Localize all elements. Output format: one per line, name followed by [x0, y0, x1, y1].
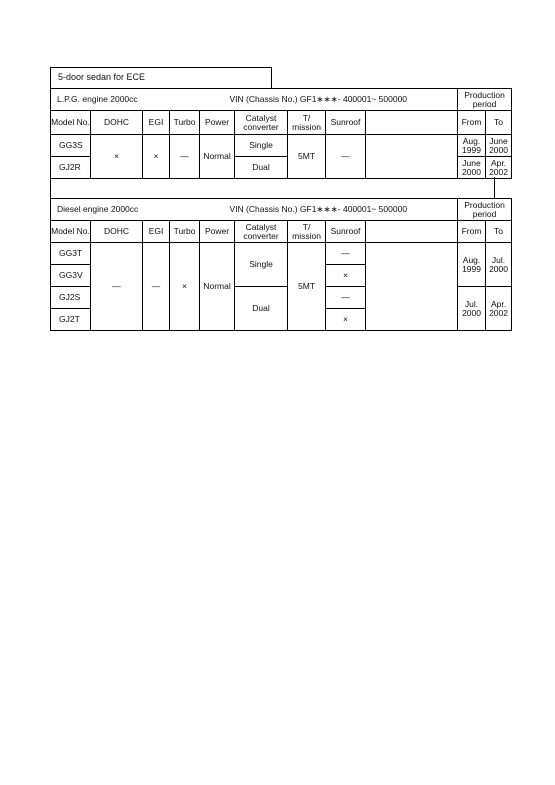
- diesel-vin: VIN (Chassis No.) GF1∗∗∗- 400001~ 500000: [170, 199, 458, 221]
- lpg-power-value: Normal: [200, 135, 235, 179]
- diesel-turbo-value: ×: [170, 243, 200, 331]
- lpg-power-header: Power: [200, 111, 235, 135]
- diesel-blank-cell: [366, 243, 458, 331]
- lpg-model-header: Model No.: [51, 111, 91, 135]
- diesel-to-cell: Apr. 2002: [486, 287, 512, 331]
- lpg-tmission-header: T/ mission: [288, 111, 326, 135]
- lpg-sunroof-value: —: [326, 135, 366, 179]
- lpg-blank-cell: [366, 135, 458, 179]
- diesel-dohc-value: —: [91, 243, 143, 331]
- lpg-to-header: To: [486, 111, 512, 135]
- lpg-tmission-value: 5MT: [288, 135, 326, 179]
- diesel-egi-value: —: [143, 243, 170, 331]
- lpg-turbo-header: Turbo: [170, 111, 200, 135]
- diesel-to-header: To: [486, 221, 512, 243]
- diesel-spec-table: [50, 198, 512, 331]
- lpg-catalyst-cell: Dual: [235, 157, 288, 179]
- lpg-spec-table: [50, 88, 512, 179]
- diesel-model-cell: GG3V: [51, 265, 91, 287]
- lpg-to-cell: Apr. 2002: [486, 157, 512, 179]
- diesel-model-cell: GJ2T: [51, 309, 91, 331]
- diesel-from-cell: Jul. 2000: [458, 287, 486, 331]
- diesel-power-value: Normal: [200, 243, 235, 331]
- lpg-catalyst-cell: Single: [235, 135, 288, 157]
- diesel-sunroof-cell: —: [326, 243, 366, 265]
- diesel-engine-title: Diesel engine 2000cc: [51, 199, 170, 221]
- diesel-sunroof-cell: ×: [326, 265, 366, 287]
- table-separator: [50, 177, 495, 198]
- lpg-model-cell: GJ2R: [51, 157, 91, 179]
- diesel-sunroof-cell: ×: [326, 309, 366, 331]
- lpg-from-cell: Aug. 1999: [458, 135, 486, 157]
- diesel-to-cell: Jul. 2000: [486, 243, 512, 287]
- lpg-catalyst-header: Catalyst converter: [235, 111, 288, 135]
- diesel-blank-header: [366, 221, 458, 243]
- diesel-catalyst-dual: Dual: [235, 287, 288, 331]
- lpg-from-header: From: [458, 111, 486, 135]
- diesel-catalyst-header: Catalyst converter: [235, 221, 288, 243]
- diesel-sunroof-cell: —: [326, 287, 366, 309]
- diesel-production-period-header: Production period: [458, 199, 512, 221]
- lpg-production-period-header: Production period: [458, 89, 512, 111]
- lpg-to-cell: June 2000: [486, 135, 512, 157]
- lpg-sunroof-header: Sunroof: [326, 111, 366, 135]
- lpg-vin: VIN (Chassis No.) GF1∗∗∗- 400001~ 500000: [170, 89, 458, 111]
- diesel-model-header: Model No.: [51, 221, 91, 243]
- lpg-egi-header: EGI: [143, 111, 170, 135]
- diesel-turbo-header: Turbo: [170, 221, 200, 243]
- lpg-engine-title: L.P.G. engine 2000cc: [51, 89, 170, 111]
- lpg-model-cell: GG3S: [51, 135, 91, 157]
- diesel-tmission-header: T/ mission: [288, 221, 326, 243]
- page-heading: 5-door sedan for ECE: [58, 72, 146, 82]
- lpg-egi-value: ×: [143, 135, 170, 179]
- lpg-from-cell: June 2000: [458, 157, 486, 179]
- lpg-dohc-value: ×: [91, 135, 143, 179]
- lpg-turbo-value: —: [170, 135, 200, 179]
- diesel-model-cell: GJ2S: [51, 287, 91, 309]
- lpg-blank-header: [366, 111, 458, 135]
- diesel-catalyst-single: Single: [235, 243, 288, 287]
- lpg-dohc-header: DOHC: [91, 111, 143, 135]
- diesel-from-header: From: [458, 221, 486, 243]
- diesel-from-cell: Aug. 1999: [458, 243, 486, 287]
- diesel-tmission-value: 5MT: [288, 243, 326, 331]
- diesel-egi-header: EGI: [143, 221, 170, 243]
- diesel-sunroof-header: Sunroof: [326, 221, 366, 243]
- diesel-model-cell: GG3T: [51, 243, 91, 265]
- diesel-power-header: Power: [200, 221, 235, 243]
- diesel-dohc-header: DOHC: [91, 221, 143, 243]
